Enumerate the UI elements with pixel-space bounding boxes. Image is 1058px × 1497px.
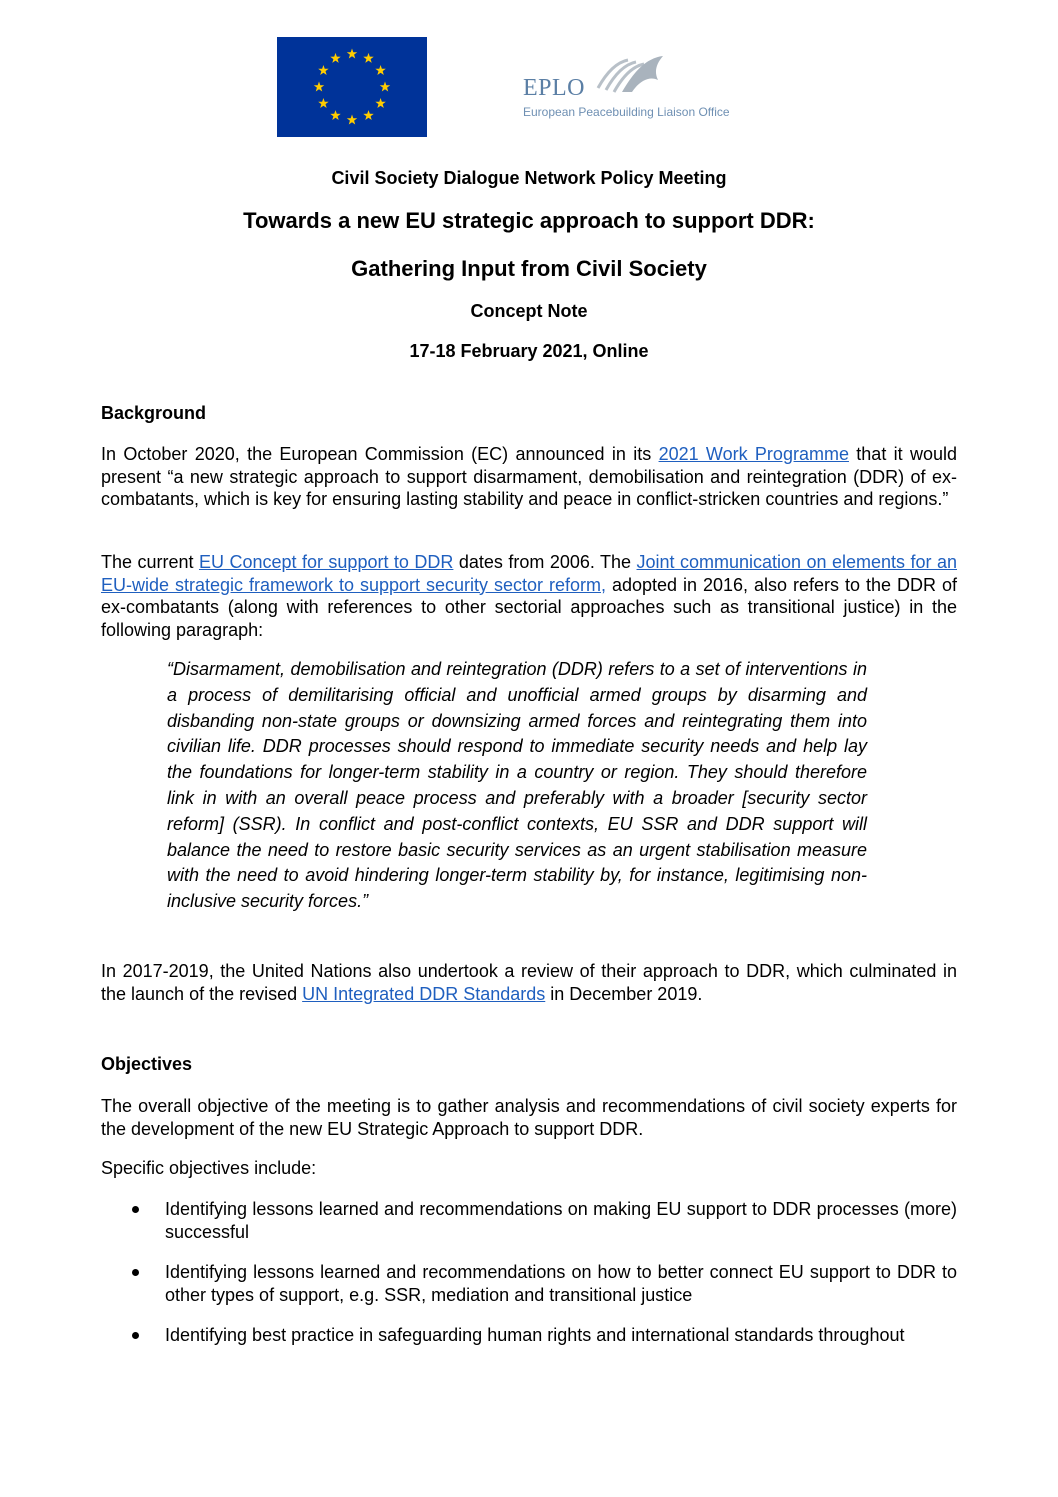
background-paragraph-2 <box>101 551 957 641</box>
star-icon <box>347 49 357 59</box>
joint-communication-link[interactable]: Joint communication on elements for an EU-wide strategic framework to support security sector reform, <box>101 552 958 595</box>
background-heading: Background <box>101 403 207 423</box>
text-run: In October 2020, the European Commission (EC) announced in its <box>101 444 659 464</box>
star-icon <box>363 53 373 63</box>
star-icon <box>380 82 390 92</box>
star-icon <box>330 110 340 120</box>
star-icon <box>318 65 328 75</box>
eplo-subtitle: European Peacebuilding Liaison Office <box>523 105 730 119</box>
objectives-heading: Objectives <box>101 1054 193 1074</box>
document-title-line2: Gathering Input from Civil Society <box>351 256 707 281</box>
ddr-quote: “Disarmament, demobilisation and reintegration (DDR) refers to a set of interventions in a process of demilitarising official and unofficial armed groups by disarming and disbanding non-state groups or downsizing armed forces and reintegrating them into civilian life. DDR processes should respond to immediate security needs and help lay the foundations for longer-term stability in a country or region. They should therefore link in with an overall peace process and preferably with a broader [security sector reform] (SSR). In conflict and post-conflict contexts, EU SSR and DDR support will balance the need to restore basic security services as an urgent stabilisation measure with the need to avoid hindering longer-term stability by, for instance, legitimising non-inclusive security forces.” <box>167 659 867 912</box>
text-run: in December 2019. <box>545 983 703 1004</box>
text-run: that it would present “a new strategic approach to support disarmament, demobilisation and reintegration (DDR) of ex-combatants, which is key for ensuring lasting stability and peace in conflict-stricken countries and regions.” <box>101 444 958 509</box>
document-type: Concept Note <box>470 301 588 321</box>
background-paragraph-3 <box>101 960 957 1005</box>
un-ddr-standards-link[interactable]: UN Integrated DDR Standards <box>302 983 546 1004</box>
text-run: dates from 2006. The <box>453 552 637 572</box>
objectives-paragraph: The overall objective of the meeting is to gather analysis and recommendations of civil society experts for the development of the new EU Strategic Approach to support DDR. <box>101 1096 957 1139</box>
star-icon <box>330 53 340 63</box>
star-icon <box>347 115 357 125</box>
bullet-icon <box>132 1332 139 1339</box>
star-icon <box>318 98 328 108</box>
background-paragraph-1 <box>101 443 957 511</box>
list-item-text: Identifying lessons learned and recommendations on how to better connect EU support to DDR to other types of support, e.g. SSR, mediation and transitional justice <box>165 1262 957 1305</box>
eplo-logo <box>518 50 748 130</box>
objectives-intro: Specific objectives include: <box>101 1158 317 1178</box>
text-run: adopted in 2016, also refers to the DDR of ex-combatants (along with references to other sectorial approaches such as transitional justice) in the following paragraph: <box>101 574 957 640</box>
text-run: In 2017-2019, the United Nations also undertook a review of their approach to DDR, which culminated in the launch of the revised <box>101 961 957 1004</box>
list-item-text: Identifying best practice in safeguarding human rights and international standards throughout <box>165 1325 905 1345</box>
list-item-text: Identifying lessons learned and recommendations on making EU support to DDR processes (more) successful <box>165 1199 957 1242</box>
bullet-icon <box>132 1206 139 1213</box>
eu-flag-icon <box>277 37 427 137</box>
eu-concept-link[interactable]: EU Concept for support to DDR <box>198 552 454 572</box>
work-programme-link[interactable]: 2021 Work Programme <box>658 444 849 464</box>
star-icon <box>375 98 385 108</box>
bullet-icon <box>132 1269 139 1276</box>
star-icon <box>314 82 324 92</box>
star-icon <box>363 110 373 120</box>
document-title-line1: Towards a new EU strategic approach to support DDR: <box>243 208 815 233</box>
meeting-date: 17-18 February 2021, Online <box>409 341 649 361</box>
meeting-name: Civil Society Dialogue Network Policy Meeting <box>331 168 727 188</box>
text-run: The current <box>101 552 199 572</box>
eplo-name: EPLO <box>523 75 585 101</box>
star-icon <box>375 65 385 75</box>
